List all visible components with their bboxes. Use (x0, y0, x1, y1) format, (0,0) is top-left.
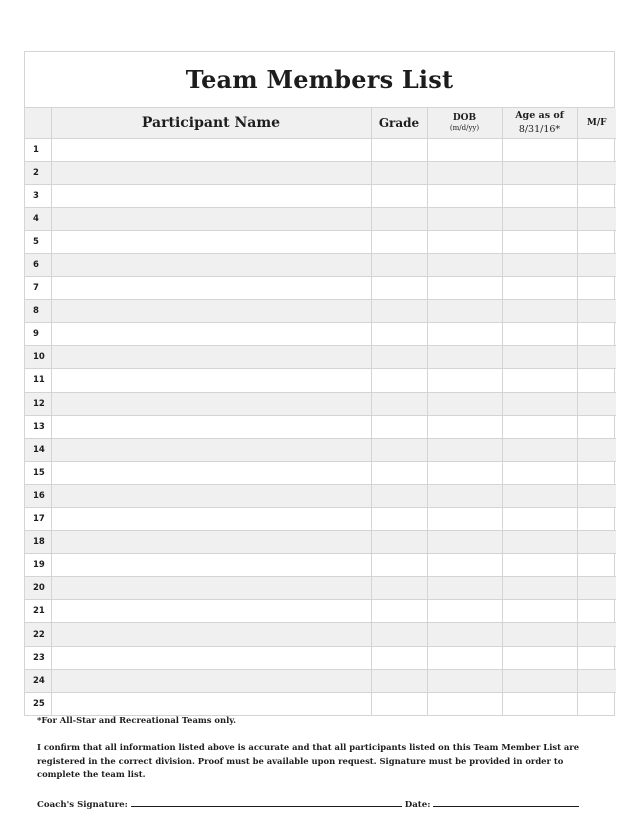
dob-cell[interactable] (427, 346, 502, 369)
team-members-form (24, 51, 615, 716)
grade-cell[interactable] (371, 138, 427, 161)
table-row (25, 508, 616, 531)
table-row (25, 669, 616, 692)
row-number: 23 (25, 646, 51, 669)
dob-cell[interactable] (427, 577, 502, 600)
dob-cell[interactable] (427, 300, 502, 323)
table-row (25, 300, 616, 323)
row-number: 7 (25, 277, 51, 300)
participant-name-cell[interactable] (51, 323, 371, 346)
mf-cell[interactable] (577, 531, 616, 554)
mf-cell[interactable] (577, 184, 616, 207)
grade-cell[interactable] (371, 461, 427, 484)
date-field[interactable] (433, 799, 579, 807)
mf-cell[interactable] (577, 484, 616, 507)
header-grade: Grade (371, 108, 427, 138)
age-cell[interactable] (502, 531, 577, 554)
header-age (502, 108, 577, 138)
grade-cell[interactable] (371, 161, 427, 184)
grade-cell[interactable] (371, 577, 427, 600)
header-participant-name: Participant Name (51, 108, 371, 138)
row-number: 8 (25, 300, 51, 323)
table-row (25, 461, 616, 484)
participant-name-cell[interactable] (51, 161, 371, 184)
row-number: 14 (25, 438, 51, 461)
participant-name-cell[interactable] (51, 277, 371, 300)
mf-cell[interactable] (577, 623, 616, 646)
grade-cell[interactable] (371, 184, 427, 207)
participant-name-cell[interactable] (51, 253, 371, 276)
mf-cell[interactable] (577, 392, 616, 415)
table-row (25, 323, 616, 346)
row-number: 6 (25, 253, 51, 276)
row-number: 20 (25, 577, 51, 600)
age-cell[interactable] (502, 577, 577, 600)
participant-name-cell[interactable] (51, 531, 371, 554)
mf-cell[interactable] (577, 138, 616, 161)
dob-cell[interactable] (427, 508, 502, 531)
row-number: 5 (25, 230, 51, 253)
participant-name-cell[interactable] (51, 508, 371, 531)
age-cell[interactable] (502, 207, 577, 230)
dob-cell[interactable] (427, 646, 502, 669)
row-number: 25 (25, 692, 51, 715)
table-row (25, 207, 616, 230)
dob-cell[interactable] (427, 369, 502, 392)
age-cell[interactable] (502, 369, 577, 392)
mf-cell[interactable] (577, 230, 616, 253)
participant-name-cell[interactable] (51, 669, 371, 692)
header-dob (427, 108, 502, 138)
table-row (25, 623, 616, 646)
participant-name-cell[interactable] (51, 184, 371, 207)
age-cell[interactable] (502, 392, 577, 415)
table-row (25, 230, 616, 253)
age-cell[interactable] (502, 346, 577, 369)
notes-section (37, 713, 597, 810)
mf-cell[interactable] (577, 369, 616, 392)
grade-cell[interactable] (371, 253, 427, 276)
dob-cell[interactable] (427, 415, 502, 438)
table-row (25, 531, 616, 554)
grade-cell[interactable] (371, 415, 427, 438)
grade-cell[interactable] (371, 623, 427, 646)
row-number: 13 (25, 415, 51, 438)
participant-rows (25, 138, 616, 715)
mf-cell[interactable] (577, 207, 616, 230)
participant-name-cell[interactable] (51, 554, 371, 577)
participant-name-cell[interactable] (51, 415, 371, 438)
row-number: 19 (25, 554, 51, 577)
table-row (25, 392, 616, 415)
row-number: 22 (25, 623, 51, 646)
age-cell[interactable] (502, 508, 577, 531)
header-dob-format: (m/d/yy) (449, 123, 480, 132)
dob-cell[interactable] (427, 138, 502, 161)
footnote: *For All-Star and Recreational Teams only. (37, 715, 237, 725)
mf-cell[interactable] (577, 646, 616, 669)
row-number: 11 (25, 369, 51, 392)
coach-signature-label: Coach's Signature: (37, 799, 128, 810)
participant-name-cell[interactable] (51, 692, 371, 715)
header-dob-label: DOB (452, 112, 477, 123)
age-cell[interactable] (502, 230, 577, 253)
table-row (25, 415, 616, 438)
header-age-line2: 8/31/16* (518, 123, 561, 135)
grade-cell[interactable] (371, 346, 427, 369)
table-row (25, 692, 616, 715)
title-row (25, 52, 614, 108)
grade-cell[interactable] (371, 369, 427, 392)
mf-cell[interactable] (577, 323, 616, 346)
grade-cell[interactable] (371, 646, 427, 669)
dob-cell[interactable] (427, 600, 502, 623)
grade-cell[interactable] (371, 207, 427, 230)
mf-cell[interactable] (577, 577, 616, 600)
mf-cell[interactable] (577, 461, 616, 484)
header-mf: M/F (577, 108, 616, 138)
page-title: Team Members List (185, 65, 454, 94)
age-cell[interactable] (502, 646, 577, 669)
grade-cell[interactable] (371, 692, 427, 715)
dob-cell[interactable] (427, 623, 502, 646)
coach-signature-field[interactable] (131, 799, 402, 807)
dob-cell[interactable] (427, 207, 502, 230)
table-row (25, 484, 616, 507)
participant-name-cell[interactable] (51, 207, 371, 230)
table-row (25, 438, 616, 461)
mf-cell[interactable] (577, 253, 616, 276)
row-number: 2 (25, 161, 51, 184)
dob-cell[interactable] (427, 531, 502, 554)
age-cell[interactable] (502, 623, 577, 646)
grade-cell[interactable] (371, 508, 427, 531)
mf-cell[interactable] (577, 508, 616, 531)
row-number: 15 (25, 461, 51, 484)
date-label: Date: (404, 799, 431, 810)
age-cell[interactable] (502, 300, 577, 323)
participant-name-cell[interactable] (51, 369, 371, 392)
dob-cell[interactable] (427, 184, 502, 207)
age-cell[interactable] (502, 600, 577, 623)
team-members-table (25, 108, 616, 715)
confirmation-statement: I confirm that all information listed above is accurate and that all participants listed on this Team Member List are registered in the correct division. Proof must be available upon request. Signature must be provided in order to complete the team list. (37, 742, 580, 779)
grade-cell[interactable] (371, 438, 427, 461)
grade-cell[interactable] (371, 300, 427, 323)
table-row (25, 138, 616, 161)
table-row (25, 554, 616, 577)
table-row (25, 184, 616, 207)
row-number: 10 (25, 346, 51, 369)
age-cell[interactable] (502, 692, 577, 715)
participant-name-cell[interactable] (51, 392, 371, 415)
row-number: 9 (25, 323, 51, 346)
grade-cell[interactable] (371, 554, 427, 577)
participant-name-cell[interactable] (51, 484, 371, 507)
participant-name-cell[interactable] (51, 438, 371, 461)
participant-name-cell[interactable] (51, 230, 371, 253)
participant-name-cell[interactable] (51, 600, 371, 623)
participant-name-cell[interactable] (51, 138, 371, 161)
dob-cell[interactable] (427, 692, 502, 715)
table-row (25, 369, 616, 392)
participant-name-cell[interactable] (51, 300, 371, 323)
age-cell[interactable] (502, 161, 577, 184)
age-cell[interactable] (502, 484, 577, 507)
dob-cell[interactable] (427, 277, 502, 300)
grade-cell[interactable] (371, 323, 427, 346)
grade-cell[interactable] (371, 484, 427, 507)
mf-cell[interactable] (577, 600, 616, 623)
row-number: 3 (25, 184, 51, 207)
row-number: 4 (25, 207, 51, 230)
mf-cell[interactable] (577, 692, 616, 715)
age-cell[interactable] (502, 323, 577, 346)
mf-cell[interactable] (577, 438, 616, 461)
row-number: 12 (25, 392, 51, 415)
age-cell[interactable] (502, 138, 577, 161)
row-number: 24 (25, 669, 51, 692)
row-number: 17 (25, 508, 51, 531)
table-row (25, 253, 616, 276)
grade-cell[interactable] (371, 531, 427, 554)
age-cell[interactable] (502, 669, 577, 692)
header-age-line1: Age as of (515, 109, 564, 121)
row-number: 18 (25, 531, 51, 554)
mf-cell[interactable] (577, 346, 616, 369)
dob-cell[interactable] (427, 392, 502, 415)
grade-cell[interactable] (371, 600, 427, 623)
row-number: 21 (25, 600, 51, 623)
participant-name-cell[interactable] (51, 623, 371, 646)
dob-cell[interactable] (427, 323, 502, 346)
table-row (25, 600, 616, 623)
dob-cell[interactable] (427, 161, 502, 184)
age-cell[interactable] (502, 438, 577, 461)
dob-cell[interactable] (427, 554, 502, 577)
dob-cell[interactable] (427, 230, 502, 253)
participant-name-cell[interactable] (51, 577, 371, 600)
grade-cell[interactable] (371, 392, 427, 415)
mf-cell[interactable] (577, 554, 616, 577)
mf-cell[interactable] (577, 669, 616, 692)
grade-cell[interactable] (371, 669, 427, 692)
dob-cell[interactable] (427, 253, 502, 276)
dob-cell[interactable] (427, 669, 502, 692)
row-number: 16 (25, 484, 51, 507)
table-row (25, 277, 616, 300)
participant-name-cell[interactable] (51, 346, 371, 369)
mf-cell[interactable] (577, 277, 616, 300)
row-number: 1 (25, 138, 51, 161)
mf-cell[interactable] (577, 161, 616, 184)
age-cell[interactable] (502, 554, 577, 577)
age-cell[interactable] (502, 184, 577, 207)
age-cell[interactable] (502, 253, 577, 276)
mf-cell[interactable] (577, 415, 616, 438)
table-row (25, 646, 616, 669)
signature-line (37, 799, 597, 810)
table-row (25, 577, 616, 600)
header-row-number (25, 108, 51, 138)
table-row (25, 346, 616, 369)
participant-name-cell[interactable] (51, 646, 371, 669)
participant-name-cell[interactable] (51, 461, 371, 484)
mf-cell[interactable] (577, 300, 616, 323)
age-cell[interactable] (502, 415, 577, 438)
grade-cell[interactable] (371, 230, 427, 253)
dob-cell[interactable] (427, 461, 502, 484)
grade-cell[interactable] (371, 277, 427, 300)
age-cell[interactable] (502, 461, 577, 484)
dob-cell[interactable] (427, 484, 502, 507)
dob-cell[interactable] (427, 438, 502, 461)
table-header-row (25, 108, 616, 138)
table-row (25, 161, 616, 184)
age-cell[interactable] (502, 277, 577, 300)
